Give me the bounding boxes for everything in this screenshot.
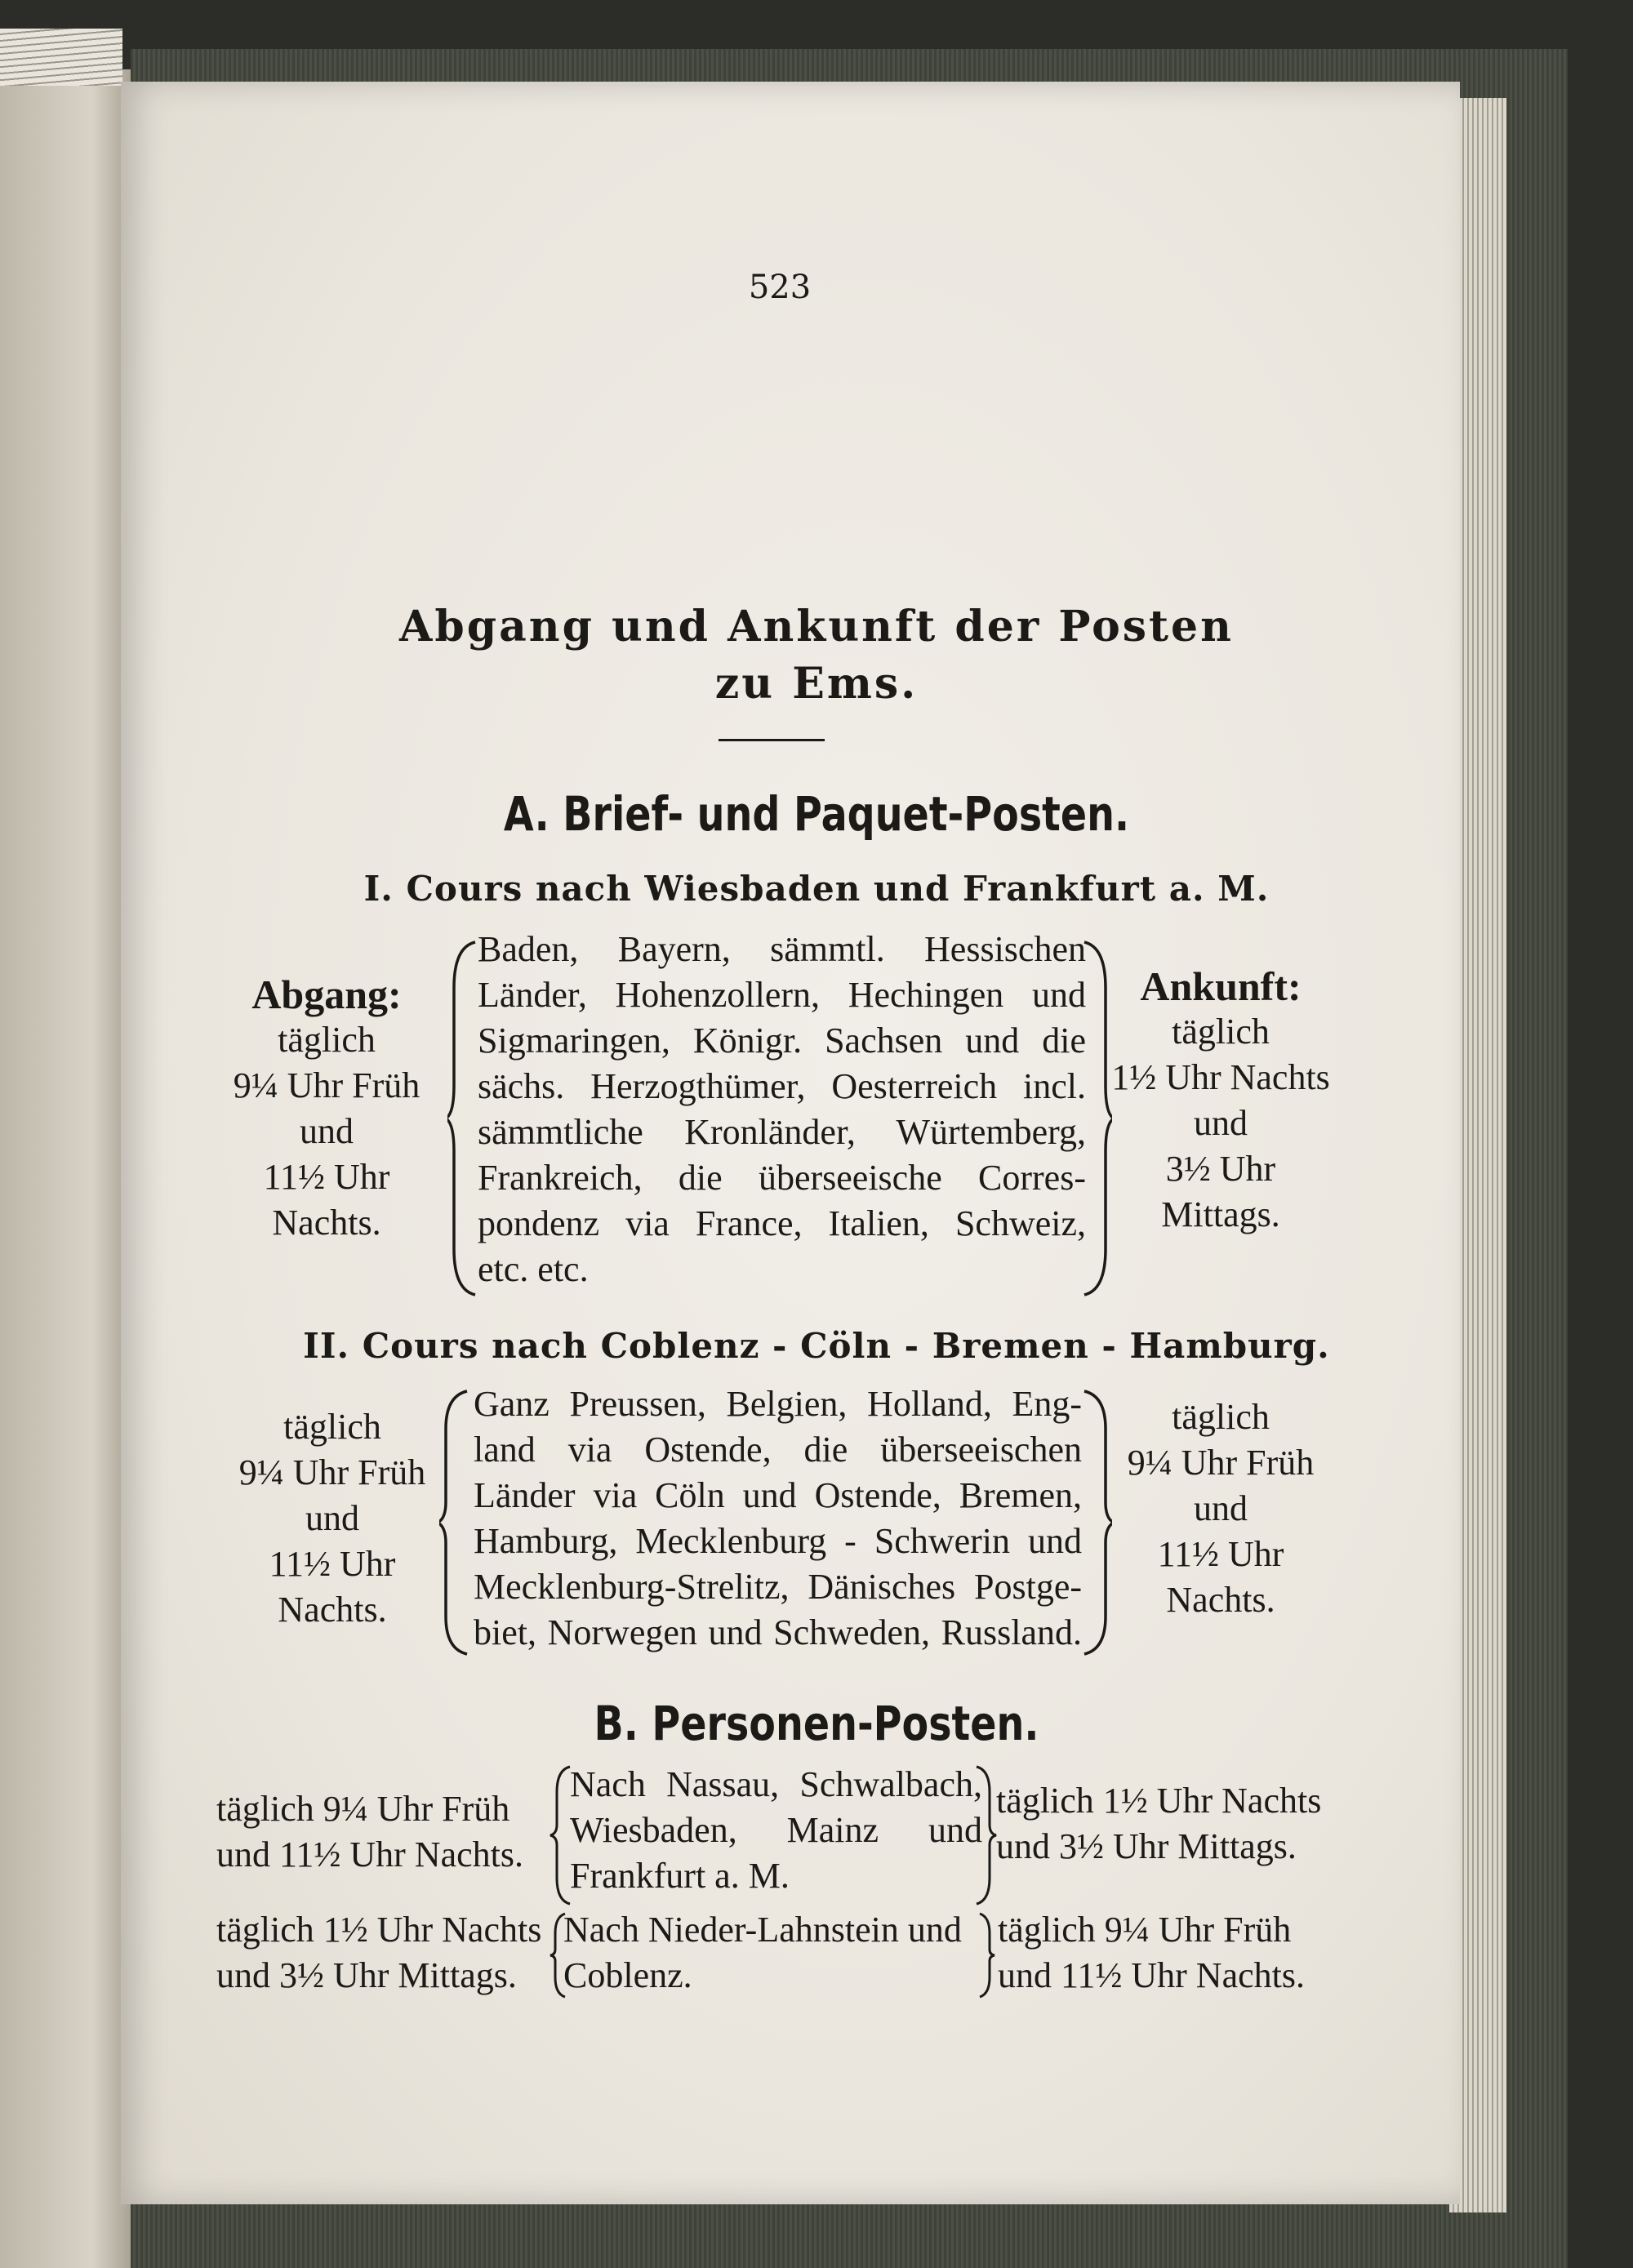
departure-line: und — [305, 1498, 359, 1538]
row-1-destinations — [570, 1762, 982, 1899]
destination-line: Frankfurt a. M. — [570, 1856, 790, 1896]
arrival-line: und 3½ Uhr Mittags. — [996, 1826, 1297, 1866]
destination-line: land via Ostende, die überseeischen — [474, 1430, 1082, 1470]
arrival-line: täglich — [1172, 1012, 1270, 1052]
destination-line: Frankreich, die überseeische Corres- — [478, 1158, 1086, 1198]
right-brace — [973, 1763, 998, 1906]
departure-line: 11½ Uhr — [269, 1544, 396, 1584]
departure-line: täglich — [283, 1407, 381, 1447]
arrival-label: Ankunft: — [1140, 963, 1302, 1009]
arrival-line: 9¼ Uhr Früh — [1127, 1443, 1315, 1483]
destination-line: Nach Nassau, Schwalbach, — [570, 1764, 982, 1804]
arrival-line: täglich 1½ Uhr Nachts — [996, 1781, 1322, 1821]
course-1-title: I. Cours nach Wiesbaden und Frankfurt a. M. — [363, 869, 1270, 909]
destination-line: Hamburg, Mecklenburg - Schwerin und — [474, 1521, 1082, 1561]
departure-line: Nachts. — [278, 1590, 387, 1630]
arrival-line: Nachts. — [1166, 1580, 1275, 1620]
arrival-line: 1½ Uhr Nachts — [1111, 1057, 1330, 1097]
departure-label: Abgang: — [251, 972, 402, 1017]
arrival-line: täglich 9¼ Uhr Früh — [998, 1910, 1292, 1950]
departure-line: täglich — [278, 1020, 376, 1060]
destination-line: etc. etc. — [478, 1249, 589, 1289]
destination-line: Länder, Hohenzollern, Hechingen und — [478, 975, 1086, 1015]
page-title-line-2: zu Ems. — [714, 659, 919, 709]
departure-line: 9¼ Uhr Früh — [233, 1065, 420, 1105]
destination-line: Ganz Preussen, Belgien, Holland, Eng- — [474, 1384, 1082, 1424]
departure-line: täglich 9¼ Uhr Früh — [216, 1789, 510, 1829]
departure-line: und 3½ Uhr Mittags. — [216, 1955, 517, 1995]
title-divider — [719, 739, 825, 741]
departure-line: Nachts. — [272, 1203, 381, 1243]
departure-line: und — [300, 1111, 354, 1151]
course-2-arrival — [1098, 1394, 1343, 1623]
page-number: 523 — [748, 269, 812, 306]
left-brace — [439, 1388, 472, 1657]
arrival-line: und 11½ Uhr Nachts. — [998, 1955, 1305, 1995]
departure-line: täglich 1½ Uhr Nachts — [216, 1910, 542, 1950]
row-2-departure — [216, 1907, 559, 1999]
course-1-destinations — [478, 927, 1086, 1292]
course-2-destinations — [474, 1381, 1082, 1656]
departure-line: 11½ Uhr — [263, 1157, 390, 1197]
left-page-stack — [0, 29, 122, 86]
course-1-departure — [208, 972, 445, 1246]
destination-line: pondenz via France, Italien, Schweiz, — [478, 1203, 1086, 1243]
destination-line: Mecklenburg-Strelitz, Dänisches Postge- — [474, 1567, 1082, 1607]
course-2-title: II. Cours nach Coblenz - Cöln - Bremen - Hamburg. — [303, 1326, 1330, 1366]
course-1-arrival — [1098, 963, 1343, 1238]
section-b-title: B. Personen-Posten. — [594, 1696, 1039, 1751]
section-a-title: A. Brief- und Paquet-Posten. — [503, 786, 1130, 842]
row-1-departure — [216, 1786, 559, 1878]
destination-line: Sigmaringen, Königr. Sachsen und die — [478, 1021, 1086, 1061]
destination-line: Nach Nieder-Lahnstein und — [563, 1910, 962, 1950]
arrival-line: täglich — [1172, 1397, 1270, 1437]
destination-line: Baden, Bayern, sämmtl. Hessischen — [478, 929, 1086, 969]
arrival-line: und — [1194, 1488, 1248, 1528]
page-title-line-1: Abgang und Ankunft der Posten — [399, 602, 1234, 651]
left-brace — [447, 939, 480, 1298]
destination-line: Coblenz. — [563, 1955, 692, 1995]
arrival-line: 11½ Uhr — [1157, 1534, 1284, 1574]
row-1-arrival — [996, 1778, 1347, 1870]
arrival-line: Mittags. — [1161, 1194, 1280, 1234]
course-2-departure — [214, 1404, 451, 1633]
left-page-edge — [0, 69, 131, 2268]
row-2-destinations — [563, 1907, 988, 1999]
destination-line: Wiesbaden, Mainz und — [570, 1810, 982, 1850]
destination-line: sämmtliche Kronländer, Würtemberg, — [478, 1112, 1086, 1152]
arrival-line: 3½ Uhr — [1165, 1149, 1276, 1189]
destination-line: Länder via Cöln und Ostende, Bremen, — [474, 1475, 1082, 1515]
destination-line: biet, Norwegen und Schweden, Russland. — [474, 1612, 1082, 1652]
departure-line: 9¼ Uhr Früh — [238, 1452, 426, 1492]
row-2-arrival — [998, 1907, 1349, 1999]
destination-line: sächs. Herzogthümer, Oesterreich incl. — [478, 1066, 1086, 1106]
right-brace — [977, 1910, 996, 2000]
departure-line: und 11½ Uhr Nachts. — [216, 1834, 523, 1874]
arrival-line: und — [1194, 1103, 1248, 1143]
